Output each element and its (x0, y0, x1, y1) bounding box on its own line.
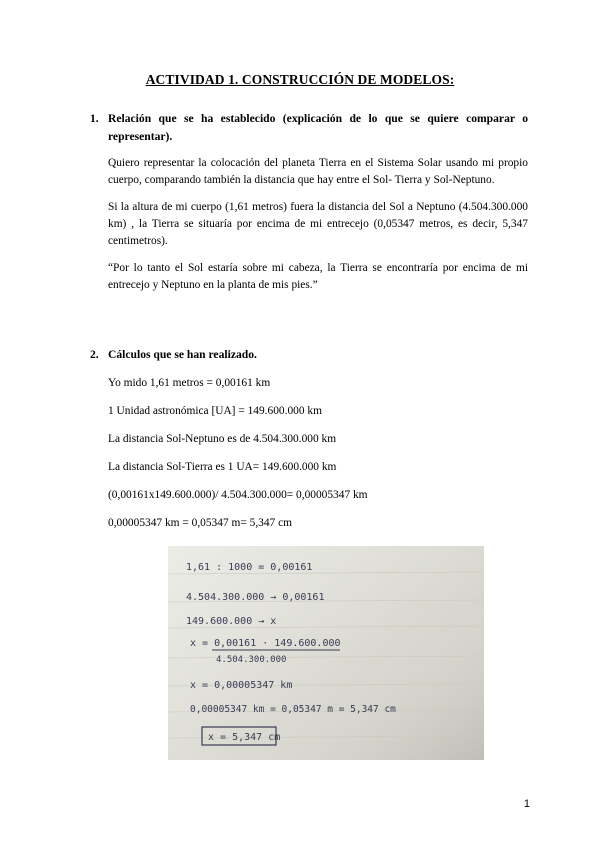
section-2-heading-text: Cálculos que se han realizado. (108, 348, 257, 361)
calculation-line: 0,00005347 km = 0,05347 m= 5,347 cm (108, 517, 293, 529)
page-number: 1 (523, 798, 530, 810)
section-1-heading (90, 110, 528, 146)
section-1-paragraph: Quiero representar la colocación del planeta Tierra en el Sistema Solar usando mi propio cuerpo, comparando también la distancia que hay entre el Sol- Tierra y Sol-Neptuno. (108, 157, 528, 186)
section-1 (90, 110, 528, 294)
calculation-line: 1 Unidad astronómica [UA] = 149.600.000 km (108, 405, 322, 417)
handwritten-line: 0,00005347 km = 0,05347 m = 5,347 cm (190, 704, 396, 715)
section-1-number: 1. (90, 112, 99, 125)
section-1-paragraph: “Por lo tanto el Sol estaría sobre mi cabeza, la Tierra se encontraría por encima de mi entrecejo y Neptuno en la planta de mis pies.” (108, 262, 528, 291)
handwritten-line: 4.504.300.000 → 0,00161 (186, 592, 325, 603)
section-2 (90, 346, 528, 364)
handwritten-line: 1,61 : 1000 = 0,00161 (186, 562, 313, 573)
section-2-heading (90, 346, 528, 364)
handwritten-line: 4.504.300.000 (216, 655, 287, 665)
section-1-paragraph: Si la altura de mi cuerpo (1,61 metros) fuera la distancia del Sol a Neptuno (4.504.300.000 km) , la Tierra se situaría por encima de mi entrecejo (0,05347 metros, es decir, 5,347 centimetros). (108, 201, 528, 247)
notebook-paper-photo (168, 546, 484, 760)
handwritten-line: x = 0,00161 · 149.600.000 (190, 638, 341, 649)
calculation-line: (0,00161x149.600.000)/ 4.504.300.000= 0,00005347 km (108, 489, 368, 501)
section-1-heading-text: Relación que se ha establecido (explicación de lo que se quiere comparar o representar). (108, 112, 528, 143)
page-title: ACTIVIDAD 1. CONSTRUCCIÓN DE MODELOS: (145, 72, 455, 87)
handwritten-line: x = 0,00005347 km (190, 680, 293, 691)
calculation-line: La distancia Sol-Neptuno es de 4.504.300.000 km (108, 433, 337, 445)
section-2-number: 2. (90, 348, 99, 361)
handwritten-line: 149.600.000 → x (186, 616, 277, 627)
handwritten-line: x = 5,347 cm (208, 732, 281, 743)
calculation-line: La distancia Sol-Tierra es 1 UA= 149.600.000 km (108, 461, 337, 473)
calculation-line: Yo mido 1,61 metros = 0,00161 km (108, 377, 271, 389)
handwritten-calculation-photo (168, 546, 484, 760)
